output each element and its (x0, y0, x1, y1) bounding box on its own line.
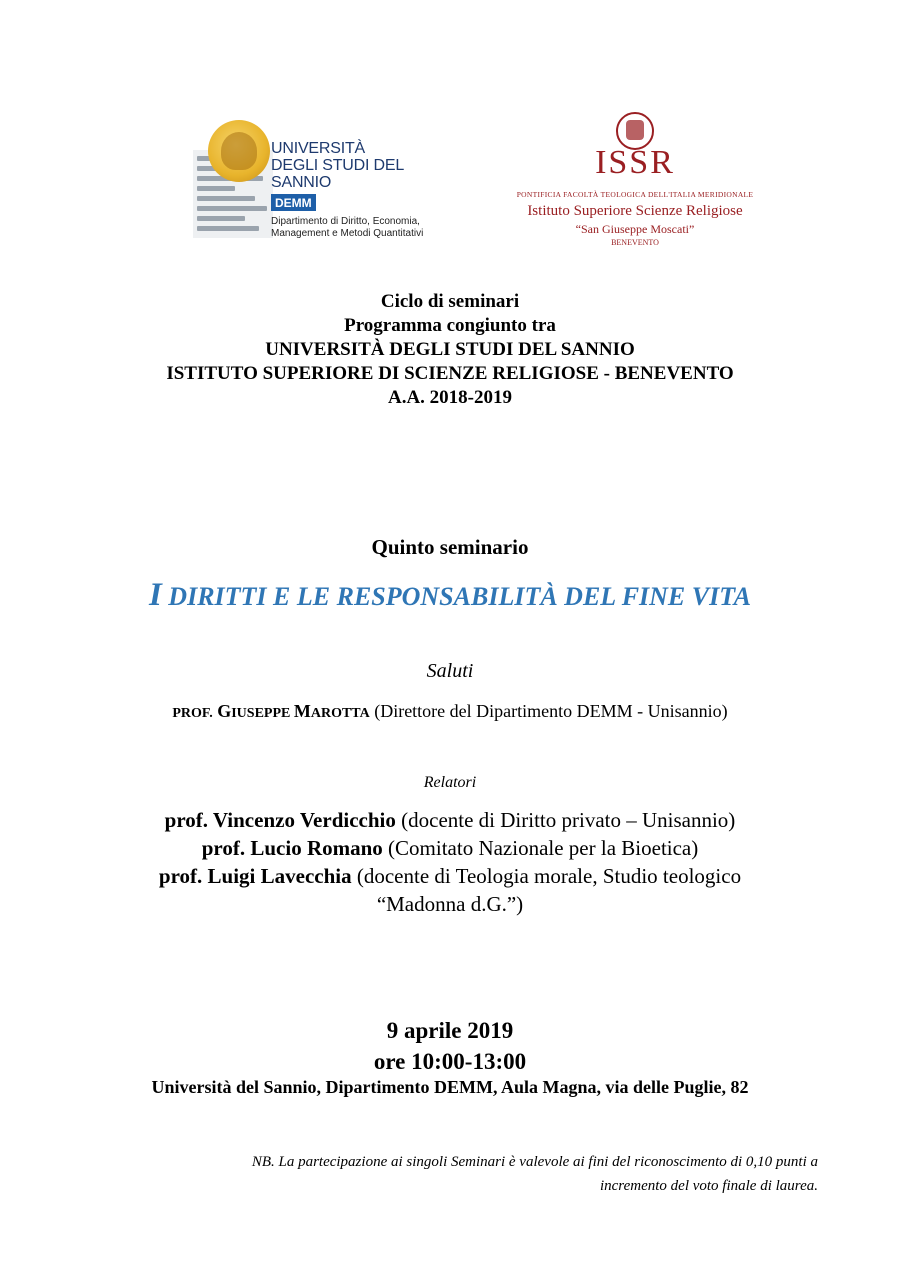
seminar-number: Quinto seminario (371, 535, 529, 559)
header-line: UNIVERSITÀ DEGLI STUDI DEL SANNIO (265, 339, 635, 360)
saluti-heading: Saluti (426, 660, 474, 682)
speaker-item: prof. Luigi Lavecchia (docente di Teologia morale, Studio teologico (158, 864, 742, 888)
event-date: 9 aprile 2019 (386, 1018, 514, 1043)
greeting-speaker: PROF. GIUSEPPE MAROTTA (Direttore del Dipartimento DEMM - Unisannio) (172, 701, 728, 721)
issr-patron: “San Giuseppe Moscati” (575, 222, 695, 236)
issr-city: BENEVENTO (611, 238, 659, 247)
department-name: Dipartimento di Diritto, Economia, Management e Metodi Quantitativi (271, 216, 424, 239)
issr-letters: ISSR (595, 144, 675, 181)
speaker-item: prof. Lucio Romano (Comitato Nazionale per la Bioetica) (201, 836, 699, 860)
header-line: Programma congiunto tra (344, 315, 556, 336)
academic-year: A.A. 2018-2019 (387, 387, 513, 408)
issr-faculty: PONTIFICIA FACOLTÀ TEOLOGICA DELL'ITALIA MERIDIONALE (516, 190, 754, 199)
logos-bar (0, 112, 900, 262)
demm-badge: DEMM (271, 194, 316, 211)
speaker-item-continuation: “Madonna d.G.”) (376, 892, 524, 916)
speaker-item: prof. Vincenzo Verdicchio (docente di Diritto privato – Unisannio) (164, 808, 736, 832)
university-name: UNIVERSITÀ DEGLI STUDI DEL SANNIO (271, 140, 404, 191)
unisannio-logo (193, 120, 458, 245)
header-line: Ciclo di seminari (380, 291, 520, 312)
university-seal-icon (208, 120, 270, 182)
event-location: Università del Sannio, Dipartimento DEMM, Aula Magna, via delle Puglie, 82 (151, 1077, 749, 1097)
program-header (0, 290, 900, 410)
issr-logo (495, 112, 775, 257)
footnote: NB. La partecipazione ai singoli Seminari è valevole ai fini del riconoscimento di 0,10 punti a incremento del voto finale di laurea. (251, 1154, 818, 1194)
header-line: ISTITUTO SUPERIORE DI SCIENZE RELIGIOSE - BENEVENTO (166, 363, 734, 384)
event-time: ore 10:00-13:00 (373, 1049, 527, 1074)
issr-institute: Istituto Superiore Scienze Religiose (527, 203, 743, 219)
relatori-heading: Relatori (423, 774, 477, 791)
event-datetime (0, 1015, 900, 1077)
issr-emblem-icon (616, 112, 654, 150)
seminar-title: I DIRITTI E LE RESPONSABILITÀ DEL FINE VITA (148, 577, 752, 613)
speakers-list (0, 806, 900, 918)
